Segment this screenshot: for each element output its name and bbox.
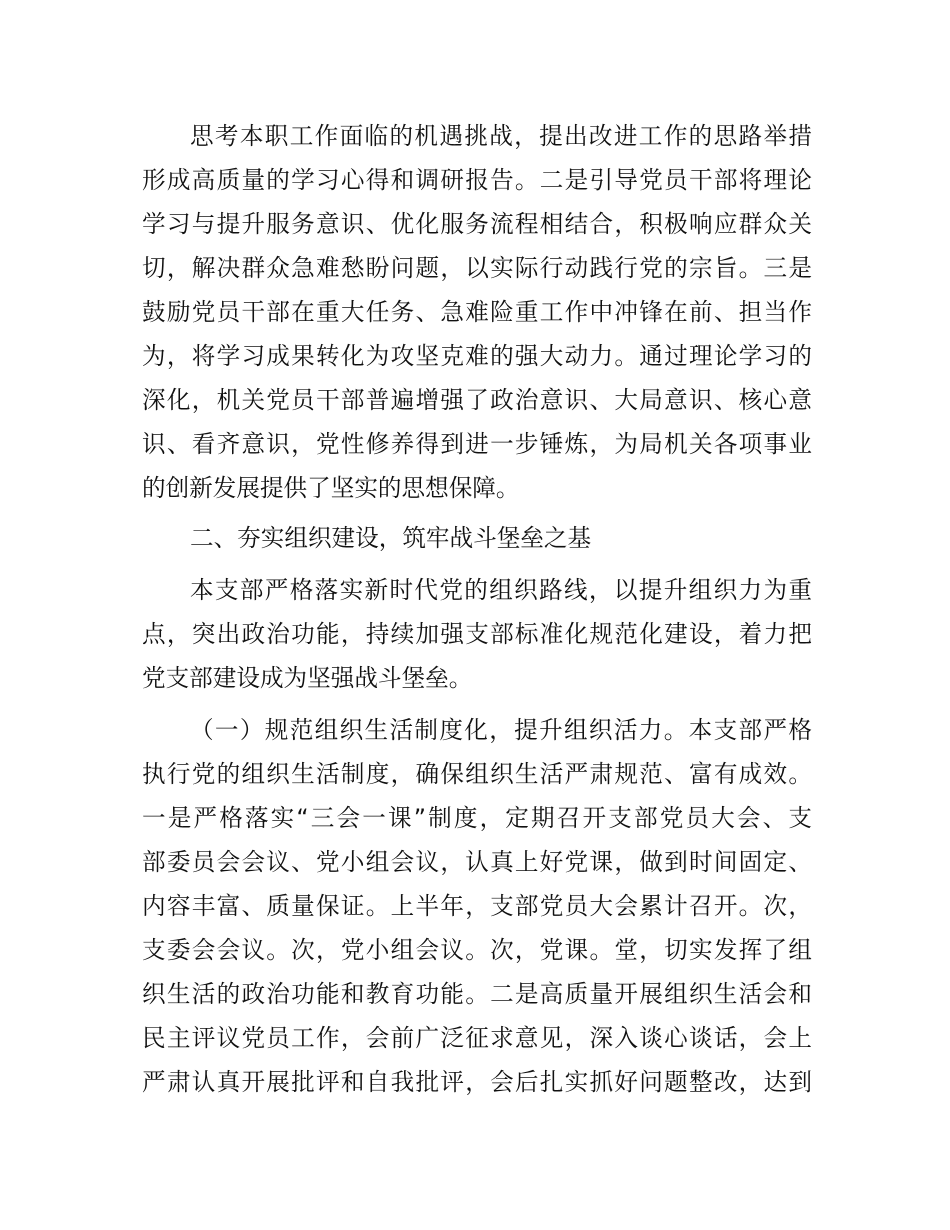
text-line-7: 深化，机关党员干部普遍增强了政治意识、大局意识、核心意 [142,386,812,414]
text-line-3: 学习与提升服务意识、优化服务流程相结合，积极响应群众关 [142,210,812,238]
text-line-9: 的创新发展提供了坚实的思想保障。 [142,474,520,502]
text-line-8: 识、看齐意识，党性修养得到进一步锤炼，为局机关各项事业 [142,430,812,458]
text-line-19: 支委会会议。次，党小组会议。次，党课。堂，切实发挥了组 [142,936,812,964]
text-line-4: 切，解决群众急难愁盼问题，以实际行动践行党的宗旨。三是 [142,254,812,282]
text-line-17: 部委员会会议、党小组会议，认真上好党课，做到时间固定、 [142,848,812,876]
text-line-6: 为，将学习成果转化为攻坚克难的强大动力。通过理论学习的 [142,342,812,370]
text-line-20: 织生活的政治功能和教育功能。二是高质量开展组织生活会和 [142,980,812,1008]
text-line-21: 民主评议党员工作，会前广泛征求意见，深入谈心谈话，会上 [142,1024,812,1052]
text-line-5: 鼓励党员干部在重大任务、急难险重工作中冲锋在前、担当作 [142,298,812,326]
subsection-line-1: （一）规范组织生活制度化，提升组织活力。本支部严格 [190,716,812,744]
text-line-15: 执行党的组织生活制度，确保组织生活严肃规范、富有成效。 [142,760,812,788]
text-line-11: 本支部严格落实新时代党的组织路线，以提升组织力为重 [190,576,812,604]
text-line-12: 点，突出政治功能，持续加强支部标准化规范化建设，着力把 [142,620,812,648]
text-line-2: 形成高质量的学习心得和调研报告。二是引导党员干部将理论 [142,166,812,194]
section-heading: 二、夯实组织建设，筑牢战斗堡垒之基 [190,524,592,552]
text-line-18: 内容丰富、质量保证。上半年，支部党员大会累计召开。次， [142,892,812,920]
text-line-1: 思考本职工作面临的机遇挑战，提出改进工作的思路举措 [190,122,812,150]
text-line-16: 一是严格落实“三会一课”制度，定期召开支部党员大会、支 [142,804,812,832]
text-line-22: 严肃认真开展批评和自我批评，会后扎实抓好问题整改，达到 [142,1068,812,1096]
text-line-13: 党支部建设成为坚强战斗堡垒。 [142,664,473,692]
